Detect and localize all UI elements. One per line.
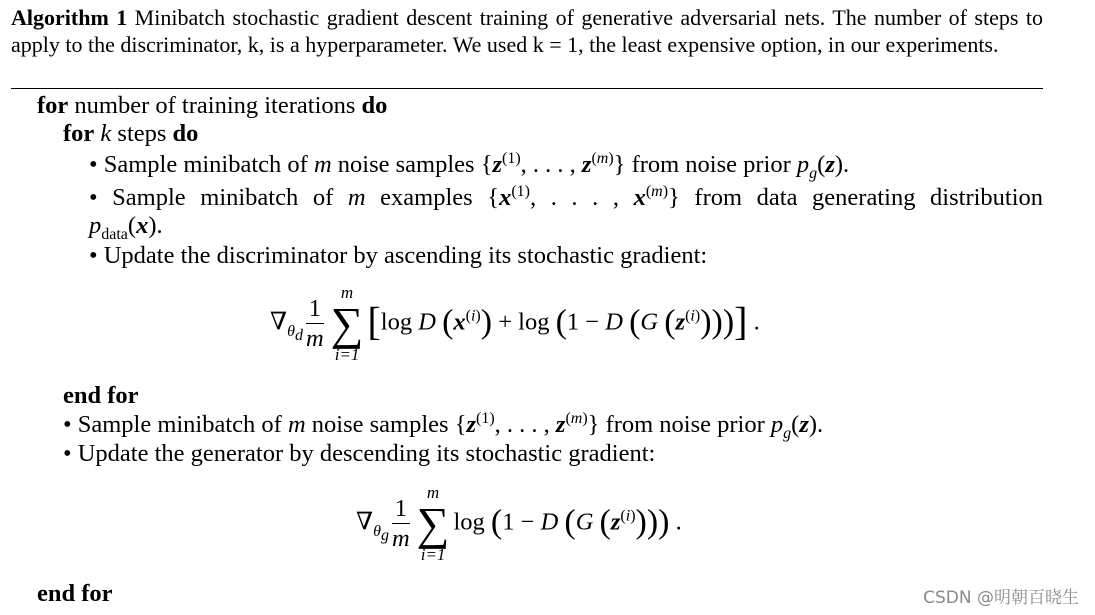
outer-for-text: number of training iterations: [68, 92, 362, 119]
generator-gradient-equation: $\nabla_{\theta_g}$ $\frac{1}{m}$ m ∑ i=1 log (1 − D (G $(z^{(i)})$)) .: [356, 483, 682, 564]
step-sample-noise-generator: • Sample minibatch of m noise samples {$z^{(1)}$, . . . , $z^{(m)}$} from noise prior $p_g(z)$.: [63, 410, 824, 443]
step-sample-data-cont: $p_{data}(x)$.: [89, 212, 163, 243]
inner-for-text: steps: [111, 120, 173, 147]
step-sample-data: • Sample minibatch of m examples {$x^{(1)}$, . . . , $x^{(m)}$} from data generating distribution: [89, 183, 1044, 212]
algorithm-caption: [11, 4, 1043, 58]
for-keyword: for: [37, 92, 69, 119]
do-keyword: do: [172, 120, 199, 147]
end-for-outer: end for: [37, 580, 113, 607]
step-update-generator: • Update the generator by descending its stochastic gradient:: [63, 440, 656, 467]
end-for-inner: end for: [63, 382, 139, 409]
algorithm-label: Algorithm 1: [11, 5, 128, 30]
step-sample-noise: • Sample minibatch of m noise samples {$z^{(1)}$, . . . , $z^{(m)}$} from noise prior $p_g(z)$.: [89, 150, 850, 183]
for-keyword: for: [63, 120, 95, 147]
do-keyword: do: [361, 92, 388, 119]
outer-for-line: [37, 92, 387, 120]
watermark: CSDN @明朝百晓生: [923, 588, 1079, 608]
caption-rule: [11, 88, 1043, 89]
discriminator-gradient-equation: $\nabla_{\theta_d}$ $\frac{1}{m}$ m ∑ i=1 [log D $(x^{(i)}) + \log (1 - D$ (G $(z^{(i)})$))] .: [270, 283, 760, 364]
caption-text: Minibatch stochastic gradient descent training of generative adversarial nets. The number of steps to apply to the discriminator, k, is a hyperparameter. We used k = 1, the least expensive option, in our experiments.: [11, 5, 1043, 57]
inner-for-line: for k steps do: [63, 120, 199, 147]
step-update-discriminator: • Update the discriminator by ascending its stochastic gradient:: [89, 242, 708, 269]
